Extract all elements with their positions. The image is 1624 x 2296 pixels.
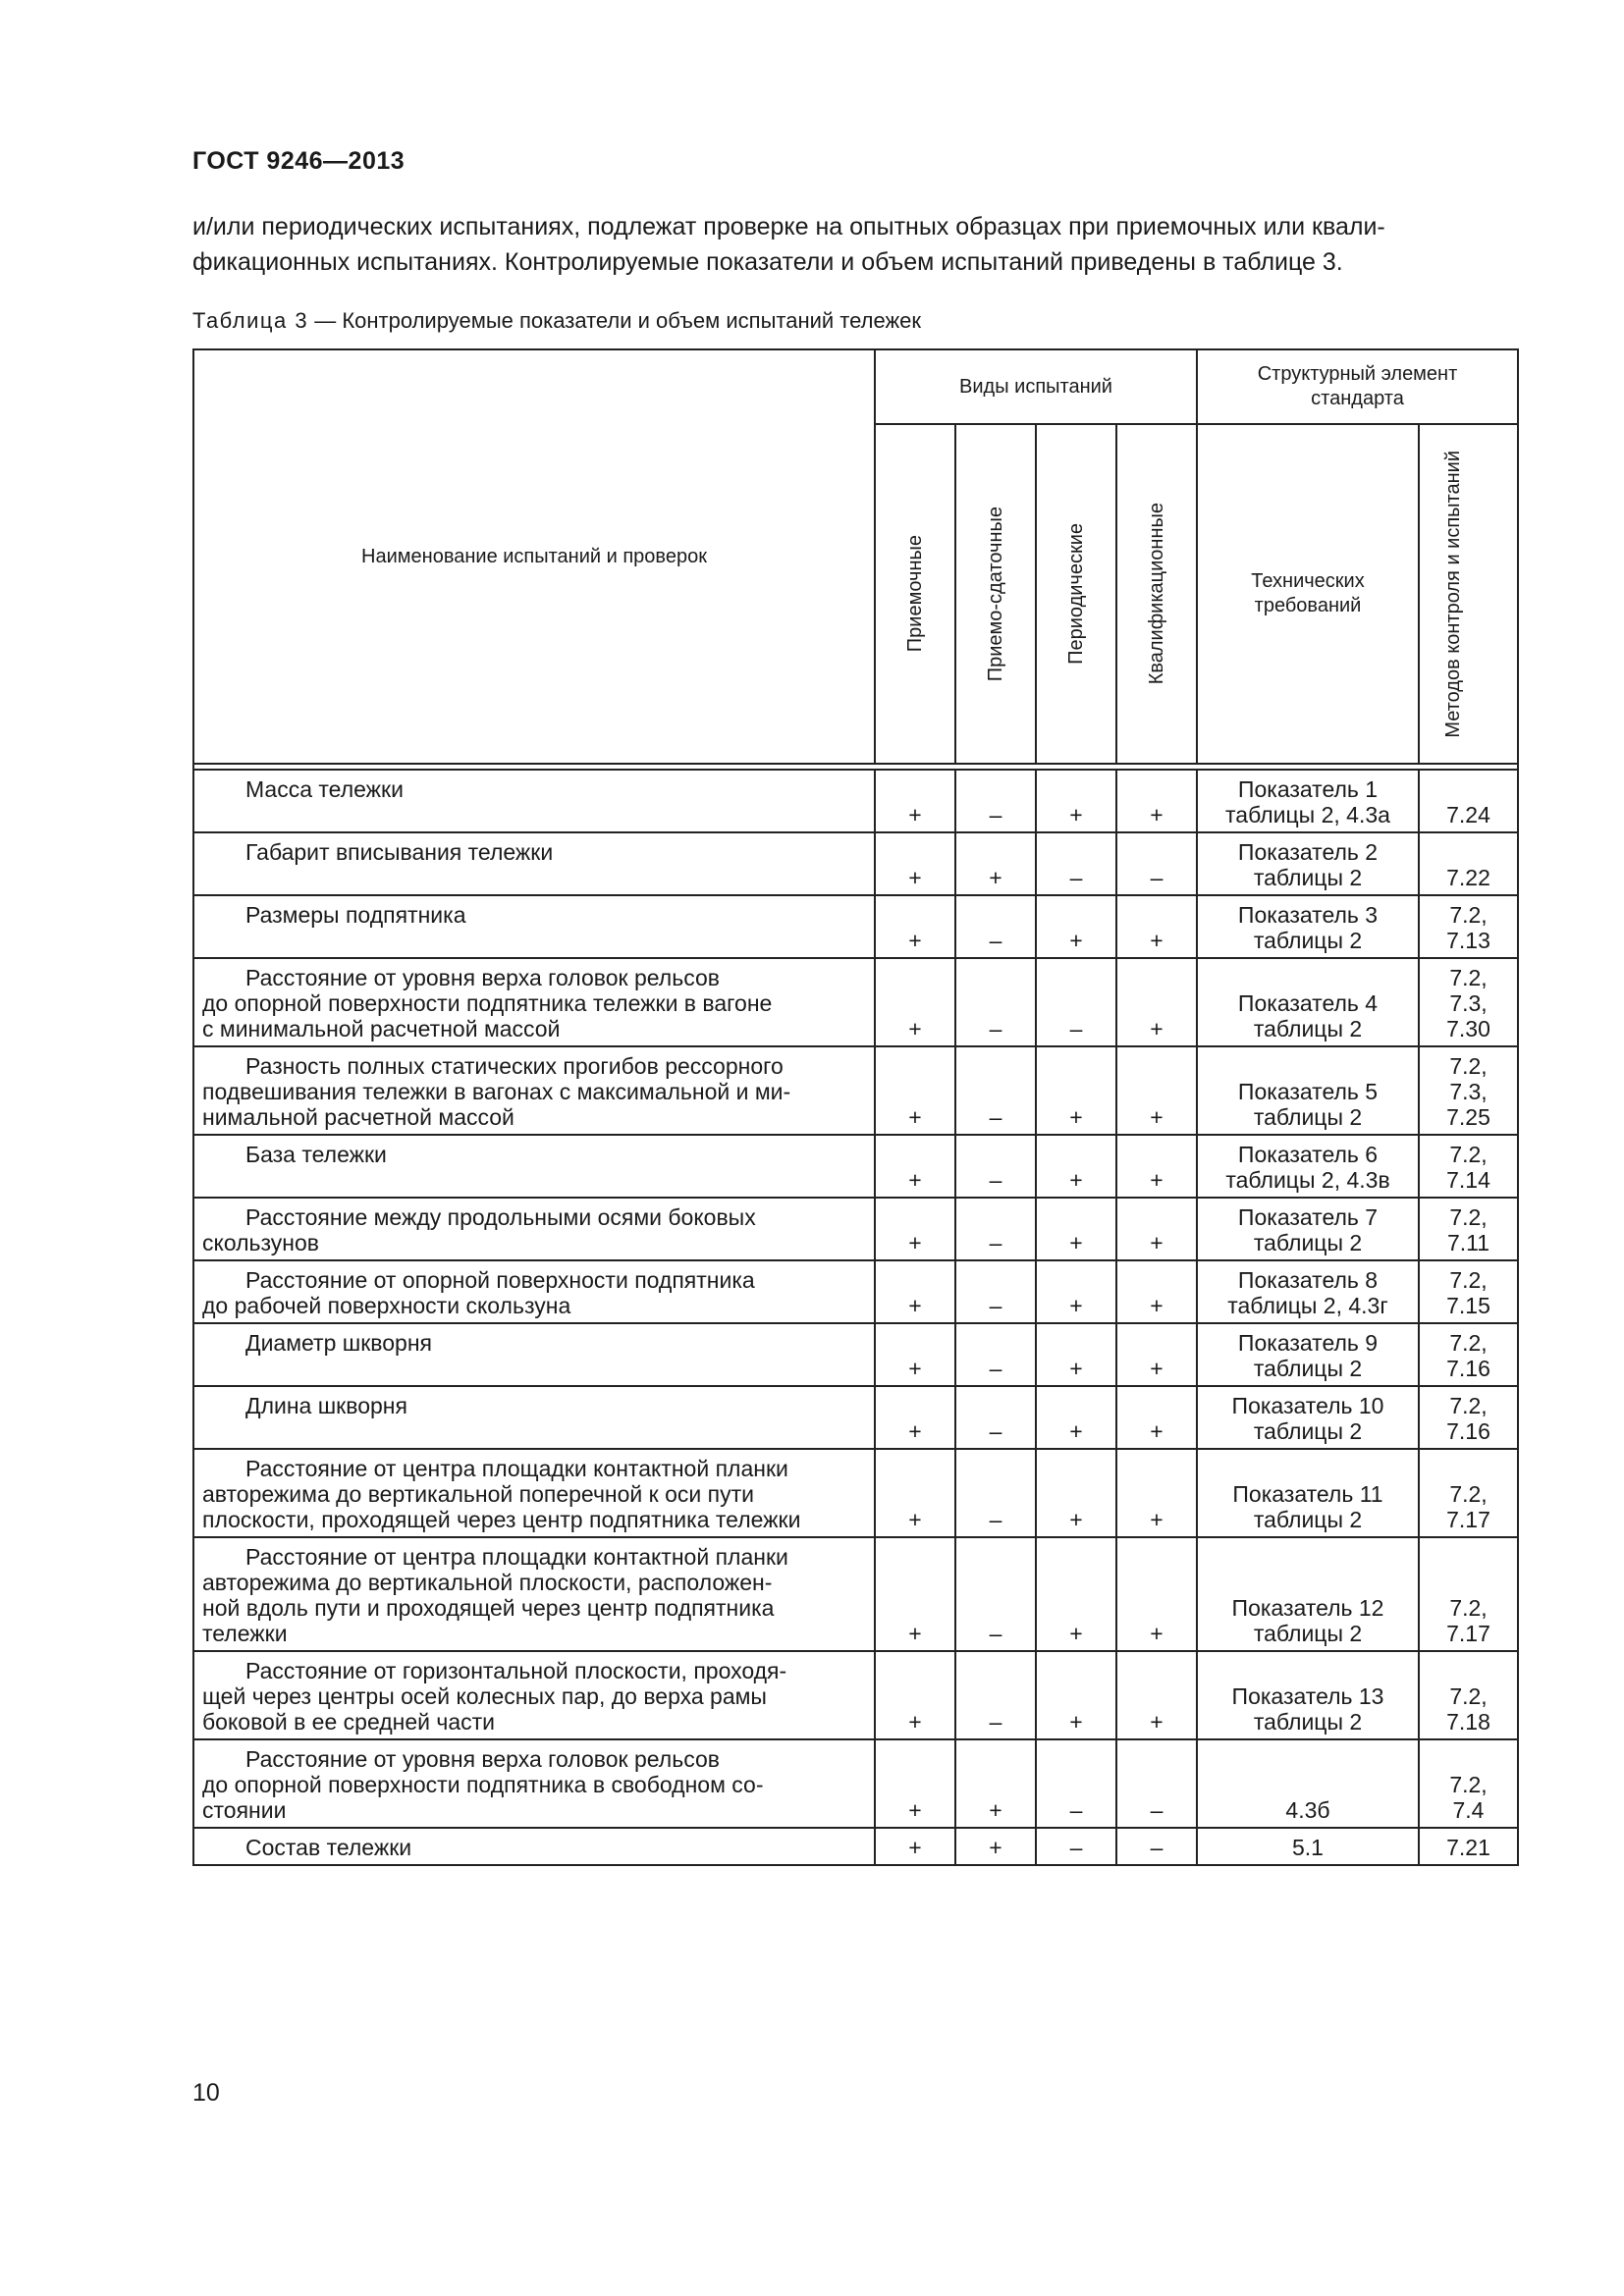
tech-requirement-line: таблицы 2: [1253, 865, 1363, 890]
tech-requirement-cell: [1197, 1198, 1419, 1260]
acceptance-mark: +: [875, 1135, 955, 1198]
tech-requirement-line: Показатель 13: [1231, 1683, 1384, 1709]
test-name-cell: [193, 1046, 875, 1135]
test-name-cell: [193, 1323, 875, 1386]
table-row: [193, 1449, 1518, 1537]
test-name-line: Состав тележки: [245, 1835, 412, 1860]
acceptance-mark: +: [875, 1260, 955, 1323]
test-name-line: Расстояние между продольными осями боковых: [245, 1204, 756, 1230]
header-test-types: Виды испытаний: [875, 349, 1197, 424]
qualification-mark: +: [1116, 1260, 1197, 1323]
tech-requirement-line: Показатель 7: [1237, 1204, 1379, 1230]
method-line: 7.4: [1452, 1797, 1485, 1823]
delivery-mark: –: [955, 1449, 1036, 1537]
header-delivery: Приемо-сдаточные: [955, 424, 1036, 764]
periodic-mark: +: [1036, 1198, 1116, 1260]
table-row: [193, 1386, 1518, 1449]
test-name-cell: [193, 1386, 875, 1449]
tech-requirement-cell: [1197, 1386, 1419, 1449]
tech-requirement-cell: [1197, 1046, 1419, 1135]
tech-requirement-line: Показатель 12: [1231, 1595, 1384, 1621]
qualification-mark: –: [1116, 832, 1197, 895]
test-name-cell: [193, 1198, 875, 1260]
test-name-line: Масса тележки: [245, 776, 404, 802]
delivery-mark: –: [955, 1651, 1036, 1739]
tech-requirement-line: Показатель 11: [1232, 1481, 1383, 1507]
periodic-mark: +: [1036, 1323, 1116, 1386]
test-name-cell: [193, 832, 875, 895]
tech-requirement-cell: [1197, 832, 1419, 895]
method-line: 7.2,: [1449, 1595, 1488, 1621]
table-caption-text: — Контролируемые показатели и объем испытаний тележек: [308, 308, 922, 333]
test-name-line: Габарит вписывания тележки: [245, 839, 554, 865]
delivery-mark: –: [955, 1046, 1036, 1135]
delivery-mark: –: [955, 1198, 1036, 1260]
test-name-line: Расстояние от центра площадки контактной планки: [245, 1544, 788, 1570]
method-cell: [1419, 1537, 1518, 1651]
tech-requirement-line: Показатель 8: [1237, 1267, 1379, 1293]
delivery-mark: –: [955, 1135, 1036, 1198]
method-cell: [1419, 1828, 1518, 1865]
page-number: 10: [192, 2079, 220, 2107]
table-row: [193, 895, 1518, 958]
tech-requirement-line: Показатель 4: [1237, 990, 1379, 1016]
acceptance-mark: +: [875, 1828, 955, 1865]
periodic-mark: –: [1036, 958, 1116, 1046]
delivery-mark: –: [955, 770, 1036, 832]
test-name-line: авторежима до вертикальной поперечной к оси пути: [202, 1481, 754, 1507]
method-line: 7.16: [1446, 1356, 1490, 1381]
delivery-mark: –: [955, 1537, 1036, 1651]
method-line: 7.2,: [1449, 902, 1488, 928]
test-name-line: до опорной поверхности подпятника тележки в вагоне: [202, 990, 773, 1016]
test-name-line: Расстояние от горизонтальной плоскости, проходя-: [245, 1658, 787, 1683]
test-name-cell: [193, 1651, 875, 1739]
header-structural-element: Структурный элемент стандарта: [1197, 349, 1518, 424]
tech-requirement-line: таблицы 2: [1253, 1621, 1363, 1646]
periodic-mark: +: [1036, 1386, 1116, 1449]
table-row: [193, 1828, 1518, 1865]
method-line: 7.17: [1446, 1507, 1490, 1532]
method-line: 7.3,: [1449, 990, 1488, 1016]
method-line: 7.2,: [1449, 1204, 1488, 1230]
tech-requirement-cell: [1197, 895, 1419, 958]
header-test-name: Наименование испытаний и проверок: [193, 349, 875, 764]
method-line: 7.22: [1446, 865, 1490, 890]
acceptance-mark: +: [875, 770, 955, 832]
periodic-mark: +: [1036, 1046, 1116, 1135]
tech-requirement-line: Показатель 5: [1237, 1079, 1379, 1104]
method-cell: [1419, 1046, 1518, 1135]
method-line: 7.15: [1446, 1293, 1490, 1318]
tech-requirement-line: таблицы 2: [1253, 1709, 1363, 1735]
acceptance-mark: +: [875, 958, 955, 1046]
tech-requirement-line: Показатель 2: [1237, 839, 1379, 865]
periodic-mark: –: [1036, 1739, 1116, 1828]
test-name-cell: [193, 1537, 875, 1651]
method-cell: [1419, 895, 1518, 958]
method-cell: [1419, 1651, 1518, 1739]
qualification-mark: +: [1116, 1198, 1197, 1260]
test-name-line: База тележки: [245, 1142, 387, 1167]
test-name-line: Диаметр шкворня: [245, 1330, 432, 1356]
qualification-mark: –: [1116, 1828, 1197, 1865]
test-name-line: ной вдоль пути и проходящей через центр подпятника: [202, 1595, 775, 1621]
qualification-mark: +: [1116, 1386, 1197, 1449]
acceptance-mark: +: [875, 1537, 955, 1651]
table-row: [193, 832, 1518, 895]
table-caption: [192, 308, 921, 334]
intro-line: и/или периодических испытаниях, подлежат проверке на опытных образцах при приемочных или квали-: [192, 213, 1385, 240]
method-cell: [1419, 1449, 1518, 1537]
test-name-line: нимальной расчетной массой: [202, 1104, 514, 1130]
tech-requirement-line: таблицы 2: [1253, 928, 1363, 953]
qualification-mark: +: [1116, 895, 1197, 958]
method-cell: [1419, 1260, 1518, 1323]
method-cell: [1419, 958, 1518, 1046]
test-name-line: до рабочей поверхности скользуна: [202, 1293, 571, 1318]
qualification-mark: +: [1116, 770, 1197, 832]
method-line: 7.17: [1446, 1621, 1490, 1646]
header-methods: Методов контроля и испытаний: [1419, 424, 1518, 764]
table-row: [193, 1323, 1518, 1386]
tech-requirement-line: 4.3б: [1285, 1797, 1330, 1823]
test-name-cell: [193, 1260, 875, 1323]
method-cell: [1419, 1386, 1518, 1449]
method-cell: [1419, 1135, 1518, 1198]
acceptance-mark: +: [875, 1449, 955, 1537]
method-line: 7.11: [1446, 1230, 1490, 1255]
tech-requirement-cell: [1197, 958, 1419, 1046]
tech-requirement-line: таблицы 2: [1253, 1016, 1363, 1041]
table-row: [193, 1651, 1518, 1739]
tech-requirement-cell: [1197, 1739, 1419, 1828]
tech-requirement-line: Показатель 3: [1237, 902, 1379, 928]
method-line: 7.16: [1446, 1418, 1490, 1444]
acceptance-mark: +: [875, 1651, 955, 1739]
periodic-mark: +: [1036, 895, 1116, 958]
test-name-line: Расстояние от опорной поверхности подпятника: [245, 1267, 755, 1293]
delivery-mark: +: [955, 832, 1036, 895]
tech-requirement-cell: [1197, 1828, 1419, 1865]
intro-line: фикационных испытаниях. Контролируемые показатели и объем испытаний приведены в таблице 3.: [192, 248, 1343, 276]
delivery-mark: +: [955, 1828, 1036, 1865]
test-name-line: скользунов: [202, 1230, 320, 1255]
tech-requirement-line: Показатель 6: [1237, 1142, 1379, 1167]
delivery-mark: –: [955, 1386, 1036, 1449]
header-periodic: Периодические: [1036, 424, 1116, 764]
test-name-line: плоскости, проходящей через центр подпятника тележки: [202, 1507, 801, 1532]
table-row: [193, 1046, 1518, 1135]
header-acceptance: Приемочные: [875, 424, 955, 764]
qualification-mark: +: [1116, 1449, 1197, 1537]
tech-requirement-line: таблицы 2: [1253, 1418, 1363, 1444]
test-name-line: с минимальной расчетной массой: [202, 1016, 561, 1041]
acceptance-mark: +: [875, 1046, 955, 1135]
document-header: ГОСТ 9246—2013: [192, 147, 406, 175]
method-line: 7.2,: [1449, 1683, 1488, 1709]
table-row: [193, 958, 1518, 1046]
table-row: [193, 1739, 1518, 1828]
qualification-mark: –: [1116, 1739, 1197, 1828]
periodic-mark: +: [1036, 1537, 1116, 1651]
method-line: 7.25: [1446, 1104, 1490, 1130]
method-line: 7.21: [1446, 1835, 1490, 1860]
intro-paragraph: [192, 209, 1518, 280]
tech-requirement-cell: [1197, 770, 1419, 832]
table-row: [193, 1537, 1518, 1651]
table-row: [193, 1135, 1518, 1198]
qualification-mark: +: [1116, 958, 1197, 1046]
qualification-mark: +: [1116, 1323, 1197, 1386]
periodic-mark: +: [1036, 1449, 1116, 1537]
acceptance-mark: +: [875, 1739, 955, 1828]
tech-requirement-line: Показатель 1: [1237, 776, 1379, 802]
periodic-mark: +: [1036, 770, 1116, 832]
method-line: 7.24: [1446, 802, 1490, 828]
test-name-line: авторежима до вертикальной плоскости, расположен-: [202, 1570, 773, 1595]
acceptance-mark: +: [875, 1386, 955, 1449]
tech-requirement-line: Показатель 9: [1237, 1330, 1379, 1356]
method-cell: [1419, 832, 1518, 895]
method-line: 7.2,: [1449, 1267, 1488, 1293]
test-name-line: Расстояние от уровня верха головок рельсов: [245, 1746, 720, 1772]
method-line: 7.2,: [1449, 1393, 1488, 1418]
tech-requirement-line: Показатель 10: [1231, 1393, 1384, 1418]
test-name-line: до опорной поверхности подпятника в свободном со-: [202, 1772, 764, 1797]
delivery-mark: –: [955, 1323, 1036, 1386]
test-name-line: стоянии: [202, 1797, 287, 1823]
method-line: 7.18: [1446, 1709, 1490, 1735]
test-name-line: Расстояние от центра площадки контактной планки: [245, 1456, 788, 1481]
test-name-cell: [193, 1135, 875, 1198]
test-name-line: Длина шкворня: [245, 1393, 407, 1418]
table-row: [193, 1260, 1518, 1323]
tech-requirement-line: таблицы 2, 4.3а: [1225, 802, 1390, 828]
test-name-line: Разность полных статических прогибов рессорного: [245, 1053, 784, 1079]
header-qualification: Квалификационные: [1116, 424, 1197, 764]
acceptance-mark: +: [875, 1198, 955, 1260]
method-line: 7.2,: [1449, 1772, 1488, 1797]
tech-requirement-line: 5.1: [1292, 1835, 1324, 1860]
tech-requirement-line: таблицы 2: [1253, 1507, 1363, 1532]
test-name-cell: [193, 1828, 875, 1865]
tech-requirement-cell: [1197, 1323, 1419, 1386]
qualification-mark: +: [1116, 1135, 1197, 1198]
delivery-mark: –: [955, 958, 1036, 1046]
method-line: 7.2,: [1449, 1053, 1488, 1079]
periodic-mark: –: [1036, 832, 1116, 895]
tech-requirement-line: таблицы 2, 4.3г: [1227, 1293, 1388, 1318]
method-line: 7.13: [1446, 928, 1490, 953]
test-name-line: Расстояние от уровня верха головок рельсов: [245, 965, 720, 990]
method-cell: [1419, 1198, 1518, 1260]
method-line: 7.3,: [1449, 1079, 1488, 1104]
method-cell: [1419, 1739, 1518, 1828]
tech-requirement-line: таблицы 2: [1253, 1356, 1363, 1381]
periodic-mark: +: [1036, 1651, 1116, 1739]
tech-requirement-line: таблицы 2: [1253, 1104, 1363, 1130]
test-name-line: боковой в ее средней части: [202, 1709, 496, 1735]
test-name-cell: [193, 895, 875, 958]
table-row: [193, 1198, 1518, 1260]
header-tech-requirements: Технических требований: [1197, 424, 1419, 764]
delivery-mark: +: [955, 1739, 1036, 1828]
test-name-cell: [193, 958, 875, 1046]
method-cell: [1419, 1323, 1518, 1386]
periodic-mark: –: [1036, 1828, 1116, 1865]
test-name-line: тележки: [202, 1621, 288, 1646]
acceptance-mark: +: [875, 895, 955, 958]
tech-requirement-cell: [1197, 1651, 1419, 1739]
tech-requirement-line: таблицы 2, 4.3в: [1225, 1167, 1390, 1193]
method-line: 7.2,: [1449, 1142, 1488, 1167]
tech-requirement-cell: [1197, 1260, 1419, 1323]
qualification-mark: +: [1116, 1537, 1197, 1651]
method-line: 7.2,: [1449, 1330, 1488, 1356]
method-line: 7.2,: [1449, 965, 1488, 990]
tech-requirement-cell: [1197, 1135, 1419, 1198]
method-line: 7.2,: [1449, 1481, 1488, 1507]
method-cell: [1419, 770, 1518, 832]
method-line: 7.14: [1446, 1167, 1490, 1193]
acceptance-mark: +: [875, 832, 955, 895]
test-name-line: щей через центры осей колесных пар, до верха рамы: [202, 1683, 767, 1709]
tech-requirement-cell: [1197, 1449, 1419, 1537]
table-row: [193, 770, 1518, 832]
tech-requirement-cell: [1197, 1537, 1419, 1651]
periodic-mark: +: [1036, 1135, 1116, 1198]
acceptance-mark: +: [875, 1323, 955, 1386]
tests-table: [192, 348, 1519, 1866]
method-line: 7.30: [1446, 1016, 1490, 1041]
table-caption-label: Таблица 3: [192, 308, 309, 333]
qualification-mark: +: [1116, 1651, 1197, 1739]
test-name-line: Размеры подпятника: [245, 902, 466, 928]
test-name-cell: [193, 1739, 875, 1828]
test-name-cell: [193, 770, 875, 832]
qualification-mark: +: [1116, 1046, 1197, 1135]
periodic-mark: +: [1036, 1260, 1116, 1323]
tech-requirement-line: таблицы 2: [1253, 1230, 1363, 1255]
test-name-line: подвешивания тележки в вагонах с максимальной и ми-: [202, 1079, 791, 1104]
delivery-mark: –: [955, 895, 1036, 958]
test-name-cell: [193, 1449, 875, 1537]
delivery-mark: –: [955, 1260, 1036, 1323]
